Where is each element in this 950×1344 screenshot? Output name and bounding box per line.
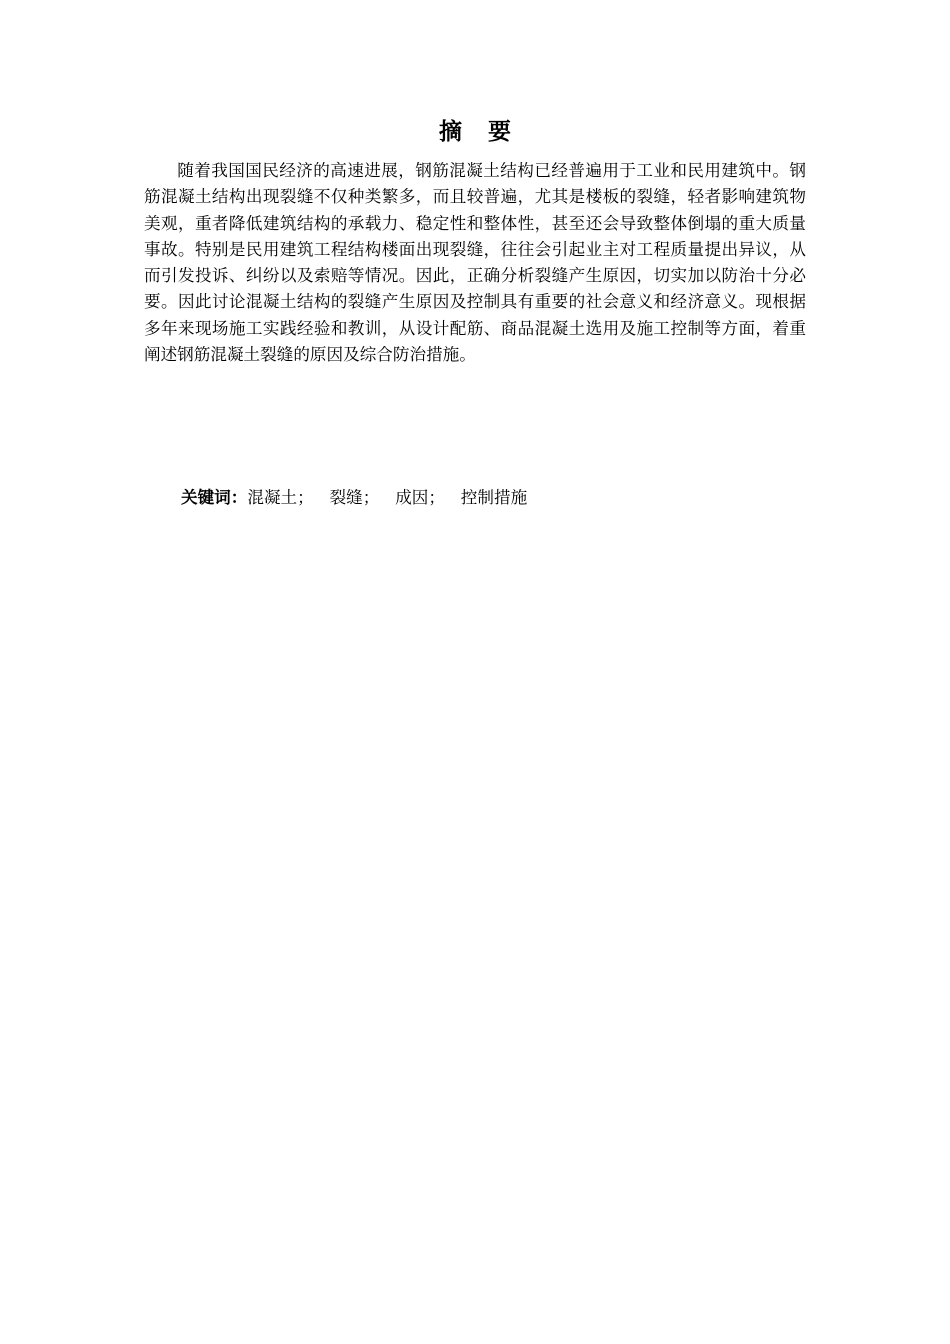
keyword-item: 裂缝； — [329, 488, 380, 507]
keyword-item: 混凝土； — [247, 488, 314, 507]
keywords-line — [181, 485, 821, 511]
title-char-2: 要 — [488, 119, 511, 145]
title-char-1: 摘 — [439, 119, 462, 145]
abstract-paragraph: 随着我国国民经济的高速进展，钢筋混凝土结构已经普遍用于工业和民用建筑中。钢筋混凝土结构出现裂缝不仅种类繁多，而且较普遍，尤其是楼板的裂缝，轻者影响建筑物美观，重者降低建筑结构的承载力、稳定性和整体性，甚至还会导致整体倒塌的重大质量事故。特别是民用建筑工程结构楼面出现裂缝，往往会引起业主对工程质量提出异议，从而引发投诉、纠纷以及索赔等情况。因此，正确分析裂缝产生原因，切实加以防治十分必要。因此讨论混凝土结构的裂缝产生原因及控制具有重要的社会意义和经济意义。现根据多年来现场施工实践经验和教训，从设计配筋、商品混凝土选用及施工控制等方面，着重阐述钢筋混凝土裂缝的原因及综合防治措施。 — [144, 161, 806, 365]
keywords-label: 关键词： — [181, 488, 248, 507]
abstract-title — [0, 116, 950, 148]
keyword-item: 控制措施 — [460, 488, 528, 507]
keyword-item: 成因； — [395, 488, 445, 507]
